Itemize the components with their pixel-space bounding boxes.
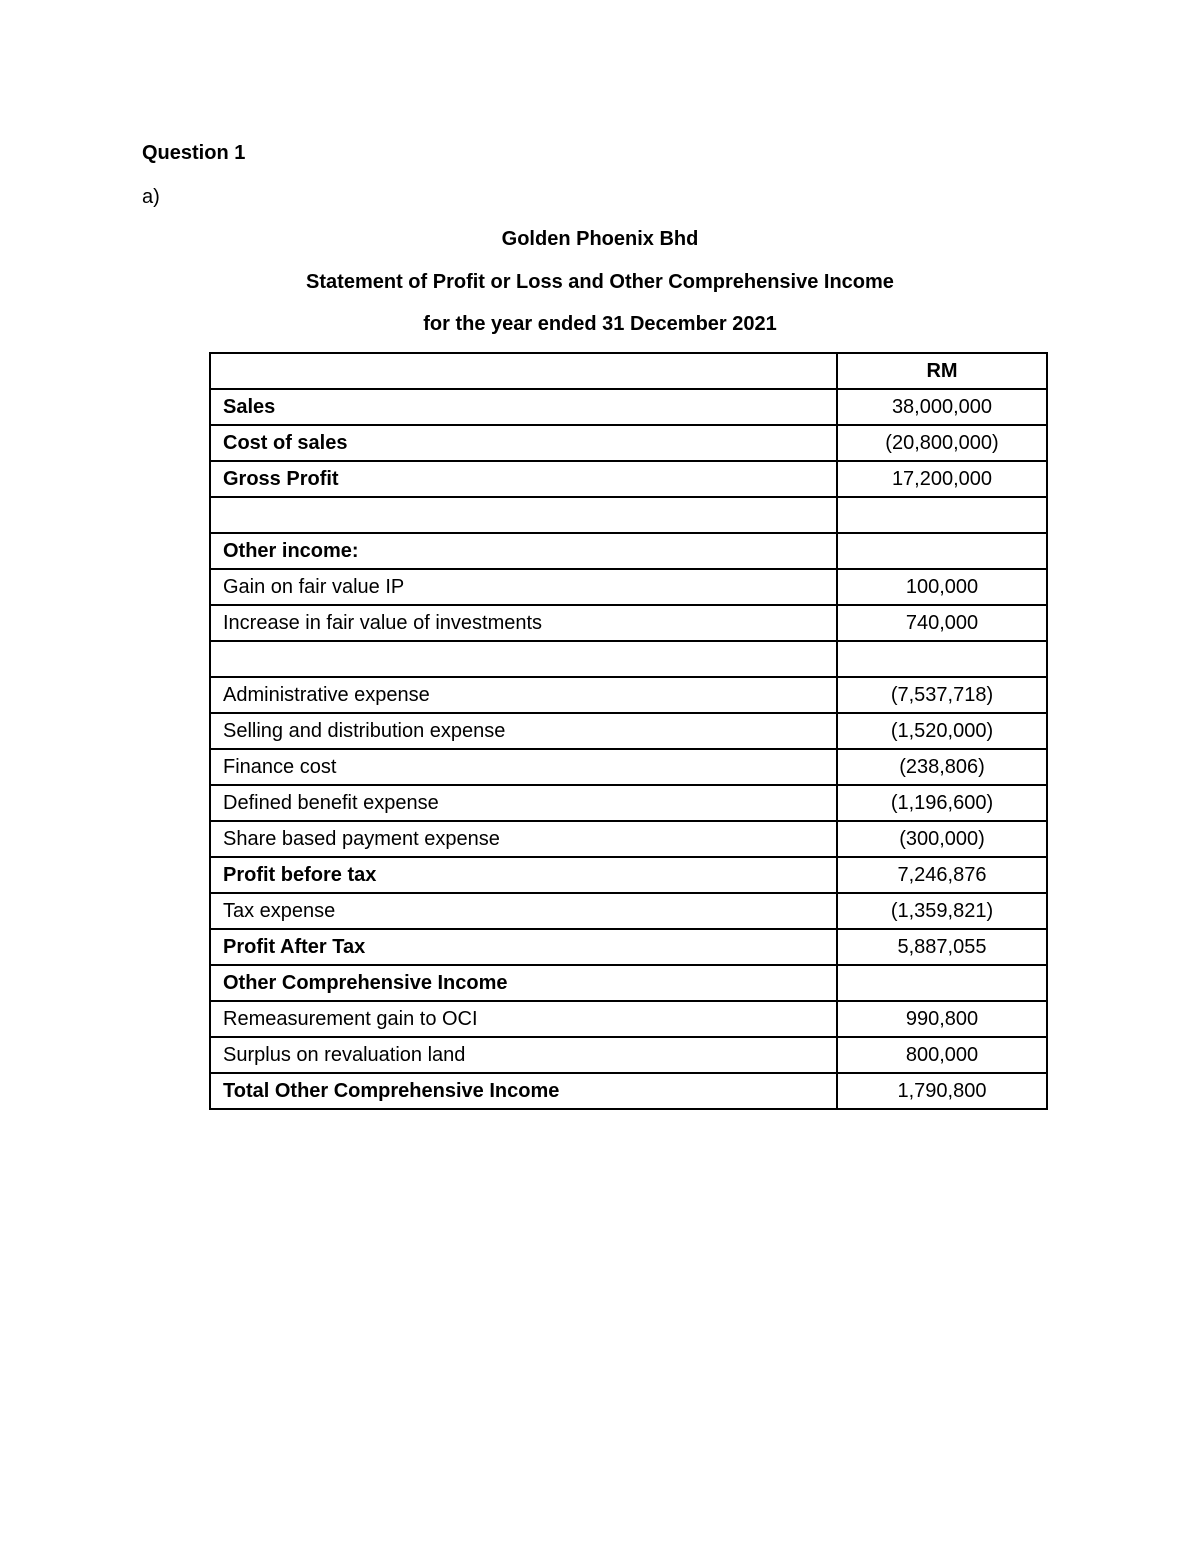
table-row — [210, 749, 1047, 785]
line-item-amount: (1,359,821) — [837, 893, 1047, 929]
line-item-label: Finance cost — [210, 749, 837, 785]
line-item-amount: (20,800,000) — [837, 425, 1047, 461]
line-item-amount: 5,887,055 — [837, 929, 1047, 965]
line-item-amount: (238,806) — [837, 749, 1047, 785]
line-item-amount — [837, 497, 1047, 533]
table-row — [210, 965, 1047, 1001]
line-item-amount: 38,000,000 — [837, 389, 1047, 425]
line-item-label: Gain on fair value IP — [210, 569, 837, 605]
line-item-label: Selling and distribution expense — [210, 713, 837, 749]
line-item-label: Sales — [210, 389, 837, 425]
table-row — [210, 785, 1047, 821]
table-row — [210, 641, 1047, 677]
line-item-amount — [837, 965, 1047, 1001]
line-item-label: Total Other Comprehensive Income — [210, 1073, 837, 1109]
table-header-row — [210, 353, 1047, 389]
table-row — [210, 677, 1047, 713]
currency-header: RM — [837, 353, 1047, 389]
table-row — [210, 1037, 1047, 1073]
line-item-amount: 100,000 — [837, 569, 1047, 605]
income-statement-body — [210, 353, 1047, 1109]
line-item-amount: (1,520,000) — [837, 713, 1047, 749]
line-item-amount: 740,000 — [837, 605, 1047, 641]
table-row — [210, 425, 1047, 461]
table-row — [210, 605, 1047, 641]
line-item-amount: 1,790,800 — [837, 1073, 1047, 1109]
line-item-label: Profit After Tax — [210, 929, 837, 965]
line-item-label: Remeasurement gain to OCI — [210, 1001, 837, 1037]
table-row — [210, 1001, 1047, 1037]
statement-period: for the year ended 31 December 2021 — [423, 313, 777, 335]
table-row — [210, 569, 1047, 605]
line-item-label: Profit before tax — [210, 857, 837, 893]
line-item-label: Tax expense — [210, 893, 837, 929]
line-item-label: Share based payment expense — [210, 821, 837, 857]
line-item-label: Surplus on revaluation land — [210, 1037, 837, 1073]
line-item-amount: (7,537,718) — [837, 677, 1047, 713]
table-row — [210, 857, 1047, 893]
header-label-cell — [210, 353, 837, 389]
table-row — [210, 389, 1047, 425]
table-row — [210, 497, 1047, 533]
line-item-amount: 990,800 — [837, 1001, 1047, 1037]
line-item-amount: (1,196,600) — [837, 785, 1047, 821]
table-row — [210, 821, 1047, 857]
company-name: Golden Phoenix Bhd — [501, 228, 699, 250]
line-item-label: Gross Profit — [210, 461, 837, 497]
line-item-amount — [837, 533, 1047, 569]
line-item-amount: (300,000) — [837, 821, 1047, 857]
table-row — [210, 713, 1047, 749]
table-row — [210, 533, 1047, 569]
line-item-label: Cost of sales — [210, 425, 837, 461]
line-item-label: Defined benefit expense — [210, 785, 837, 821]
table-row — [210, 461, 1047, 497]
line-item-label: Other Comprehensive Income — [210, 965, 837, 1001]
line-item-label: Other income: — [210, 533, 837, 569]
table-row — [210, 1073, 1047, 1109]
question-part: a) — [142, 186, 160, 208]
line-item-label: Increase in fair value of investments — [210, 605, 837, 641]
line-item-amount — [837, 641, 1047, 677]
income-statement-table — [209, 352, 1048, 1110]
line-item-amount: 7,246,876 — [837, 857, 1047, 893]
line-item-label — [210, 641, 837, 677]
table-row — [210, 929, 1047, 965]
statement-title: Statement of Profit or Loss and Other Comprehensive Income — [306, 271, 894, 293]
line-item-label: Administrative expense — [210, 677, 837, 713]
line-item-amount: 17,200,000 — [837, 461, 1047, 497]
table-row — [210, 893, 1047, 929]
line-item-amount: 800,000 — [837, 1037, 1047, 1073]
question-title: Question 1 — [142, 142, 246, 164]
line-item-label — [210, 497, 837, 533]
